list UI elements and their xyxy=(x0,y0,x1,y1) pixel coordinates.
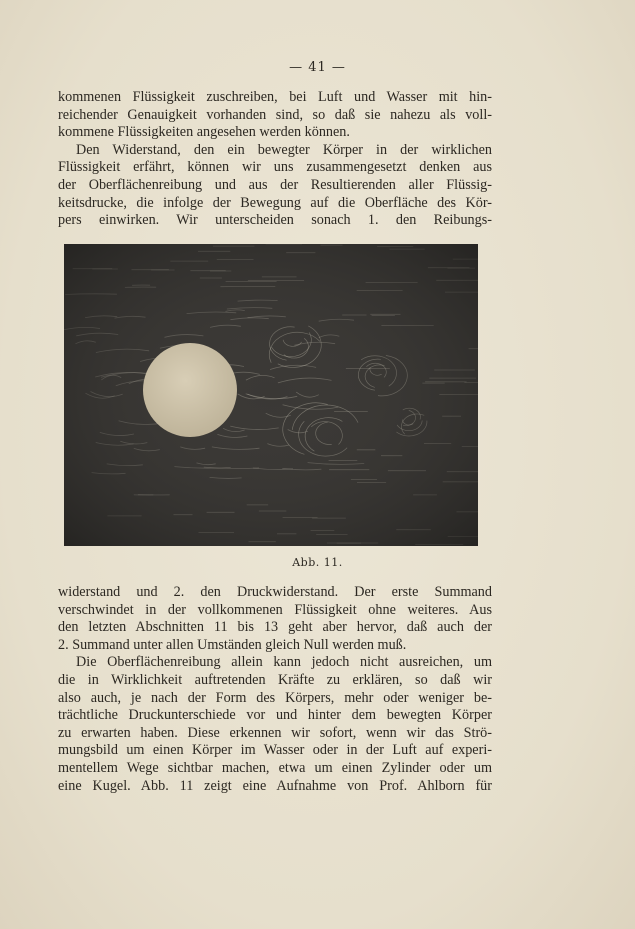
text-line: pers einwirken. Wir unterscheiden sonach 1. den Reibungs- xyxy=(58,212,492,229)
text-line: Die Oberflächenreibung allein kann jedoch nicht ausreichen, um xyxy=(76,654,492,671)
text-line: mentellem Wege sichtbar machen, etwa um einen Zylinder oder um xyxy=(58,759,492,776)
paragraph-top xyxy=(58,89,492,230)
figure-caption: Abb. 11. xyxy=(292,556,343,569)
text-line: eine Kugel. Abb. 11 zeigt eine Aufnahme von Prof. Ahlborn für xyxy=(58,777,492,794)
text-line: reichender Genauigkeit vorhanden sind, so daß sie nahezu als voll- xyxy=(58,106,492,123)
text-line: trächtliche Druckunterschiede vor und hinter dem bewegten Körper xyxy=(58,707,492,724)
text-line: mungsbild um einen Körper im Wasser oder in der Luft auf experi- xyxy=(58,742,492,759)
cylinder-disk xyxy=(143,343,237,437)
text-line: kommenen Flüssigkeit zuschreiben, bei Luft und Wasser mit hin- xyxy=(58,89,492,105)
text-line: also auch, je nach der Form des Körpers, mehr oder weniger be- xyxy=(58,689,492,706)
text-line: kommene Flüssigkeiten angesehen werden können. xyxy=(58,124,350,141)
text-line: widerstand und 2. den Druckwiderstand. Der erste Summand xyxy=(58,584,492,600)
page-number: — 41 — xyxy=(289,60,346,75)
flow-visualization-image xyxy=(64,244,478,546)
flow-photograph xyxy=(64,244,478,546)
text-line: keitsdrucke, die infolge der Bewegung auf die Oberfläche des Kör- xyxy=(58,194,492,211)
text-line: der Oberflächenreibung und aus der Resultierenden aller Flüssig- xyxy=(58,176,492,193)
paragraph-bottom xyxy=(58,584,492,795)
text-line: Den Widerstand, den ein bewegter Körper in der wirklichen xyxy=(76,141,492,158)
text-line: verschwindet in der vollkommenen Flüssigkeit ohne weiteres. Aus xyxy=(58,601,492,618)
text-line: 2. Summand unter allen Umständen gleich Null werden muß. xyxy=(58,636,407,653)
text-line: die in Wirklichkeit auftretenden Kräfte zu erklären, so daß wir xyxy=(58,671,492,688)
text-line: Flüssigkeit erfährt, können wir uns zusammengesetzt denken aus xyxy=(58,159,492,176)
text-line: zu erwarten haben. Diese erkennen wir sofort, wenn wir das Strö- xyxy=(58,724,492,741)
text-line: den letzten Abschnitten 11 bis 13 geht aber hervor, daß auch der xyxy=(58,619,492,636)
